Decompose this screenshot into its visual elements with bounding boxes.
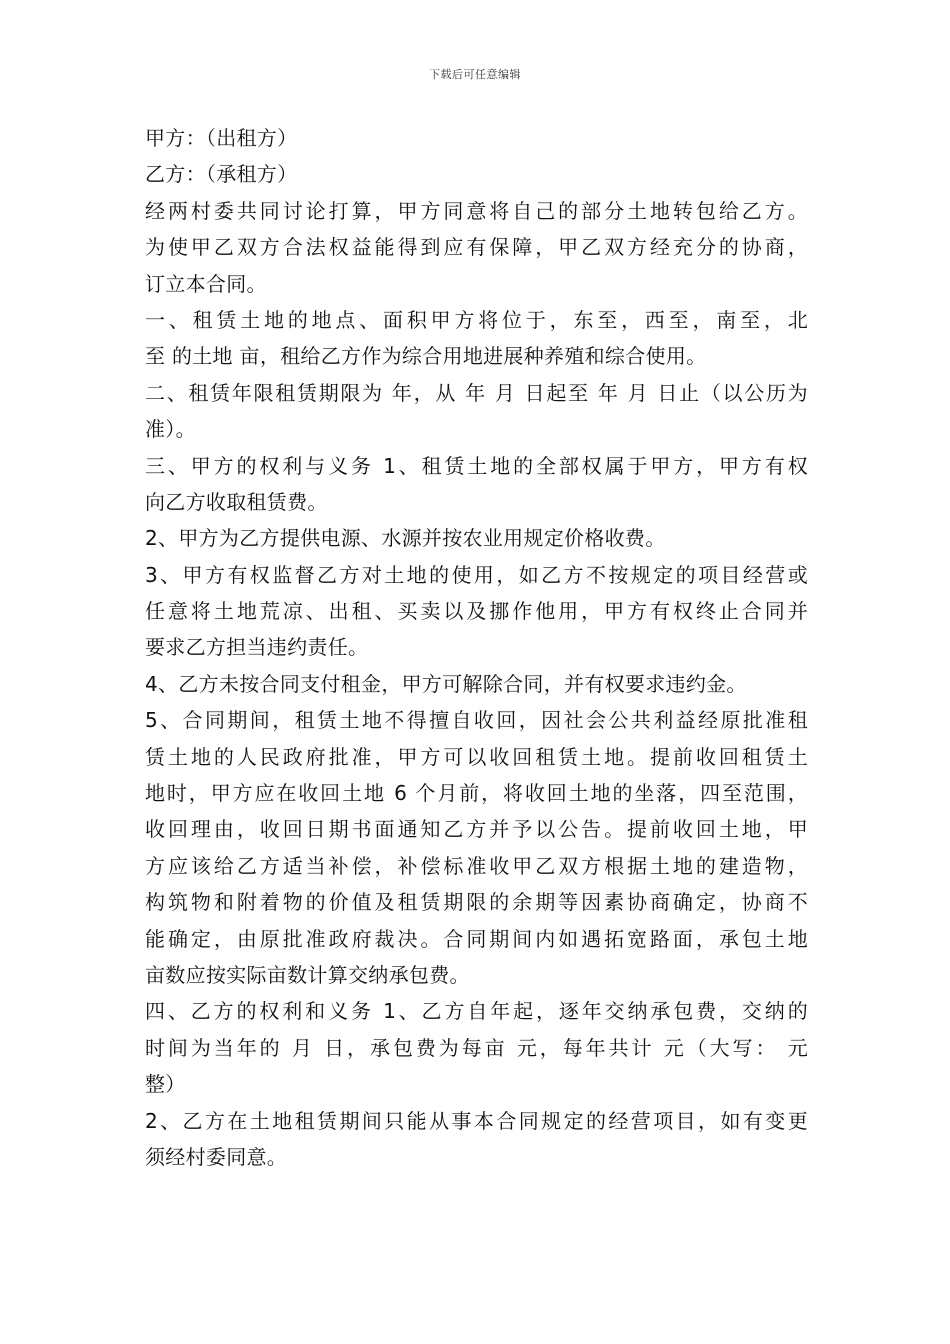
clause-3-item-3: 3、甲方有权监督乙方对土地的使用，如乙方不按规定的项目经营或 — [145, 562, 808, 587]
clause-3-item-5: 5、合同期间，租赁土地不得擅自收回，因社会公共利益经原批准租 — [145, 708, 808, 733]
party-b-line: 乙方：（承租方） — [145, 162, 298, 187]
contract-body — [145, 120, 808, 1175]
clause-2-line: 准）。 — [145, 417, 196, 442]
clause-3-item-5: 亩数应按实际亩数计算交纳承包费。 — [145, 962, 470, 987]
paragraph-line: 订立本合同。 — [145, 271, 267, 296]
clause-2-line: 二、租赁年限租赁期限为 年，从 年 月 日起至 年 月 日止（以公历为 — [145, 380, 808, 405]
clause-3-line: 向乙方收取租赁费。 — [145, 489, 328, 514]
clause-3-item-2: 2、甲方为乙方提供电源、水源并按农业用规定价格收费。 — [145, 526, 666, 551]
clause-3-item-3: 任意将土地荒凉、出租、买卖以及挪作他用，甲方有权终止合同并 — [145, 599, 808, 624]
clause-4-line: 四、乙方的权利和义务 1、乙方自年起，逐年交纳承包费，交纳的 — [145, 999, 808, 1024]
clause-4-item-2: 2、乙方在土地租赁期间只能从事本合同规定的经营项目，如有变更 — [145, 1108, 808, 1133]
clause-3-item-5: 收回理由，收回日期书面通知乙方并予以公告。提前收回土地，甲 — [145, 817, 808, 842]
clause-3-item-5: 构筑物和附着物的价值及租赁期限的余期等因素协商确定，协商不 — [145, 890, 808, 915]
clause-4-item-2: 须经村委同意。 — [145, 1144, 288, 1169]
party-a-line: 甲方：（出租方） — [145, 126, 298, 150]
paragraph-line: 为使甲乙双方合法权益能得到应有保障，甲乙双方经充分的协商， — [145, 235, 808, 260]
page-header: 下载后可任意编辑 — [429, 68, 521, 81]
paragraph-line: 经两村委共同讨论打算，甲方同意将自己的部分土地转包给乙方。 — [145, 198, 808, 223]
clause-3-item-5: 方应该给乙方适当补偿，补偿标准收甲乙双方根据土地的建造物， — [145, 853, 808, 878]
clause-3-item-5: 能确定，由原批准政府裁决。合同期间内如遇拓宽路面，承包土地 — [145, 926, 808, 951]
clause-3-item-4: 4、乙方未按合同支付租金，甲方可解除合同，并有权要求违约金。 — [145, 671, 747, 696]
clause-3-item-3: 要求乙方担当违约责任。 — [145, 635, 369, 660]
clause-3-item-5: 地时，甲方应在收回土地 6 个月前，将收回土地的坐落，四至范围， — [145, 781, 808, 806]
clause-3-item-5: 赁土地的人民政府批准，甲方可以收回租赁土地。提前收回租赁土 — [145, 744, 808, 769]
clause-1-line: 至 的土地 亩，租给乙方作为综合用地进展种养殖和综合使用。 — [145, 344, 707, 369]
clause-4-line: 时间为当年的 月 日，承包费为每亩 元，每年共计 元（大写： 元 — [145, 1035, 808, 1060]
clause-3-line: 三、甲方的权利与义务 1、租赁土地的全部权属于甲方，甲方有权 — [145, 453, 808, 478]
clause-1-line: 一、租赁土地的地点、面积甲方将位于，东至，西至，南至，北 — [145, 307, 808, 332]
clause-4-line: 整） — [145, 1072, 186, 1097]
